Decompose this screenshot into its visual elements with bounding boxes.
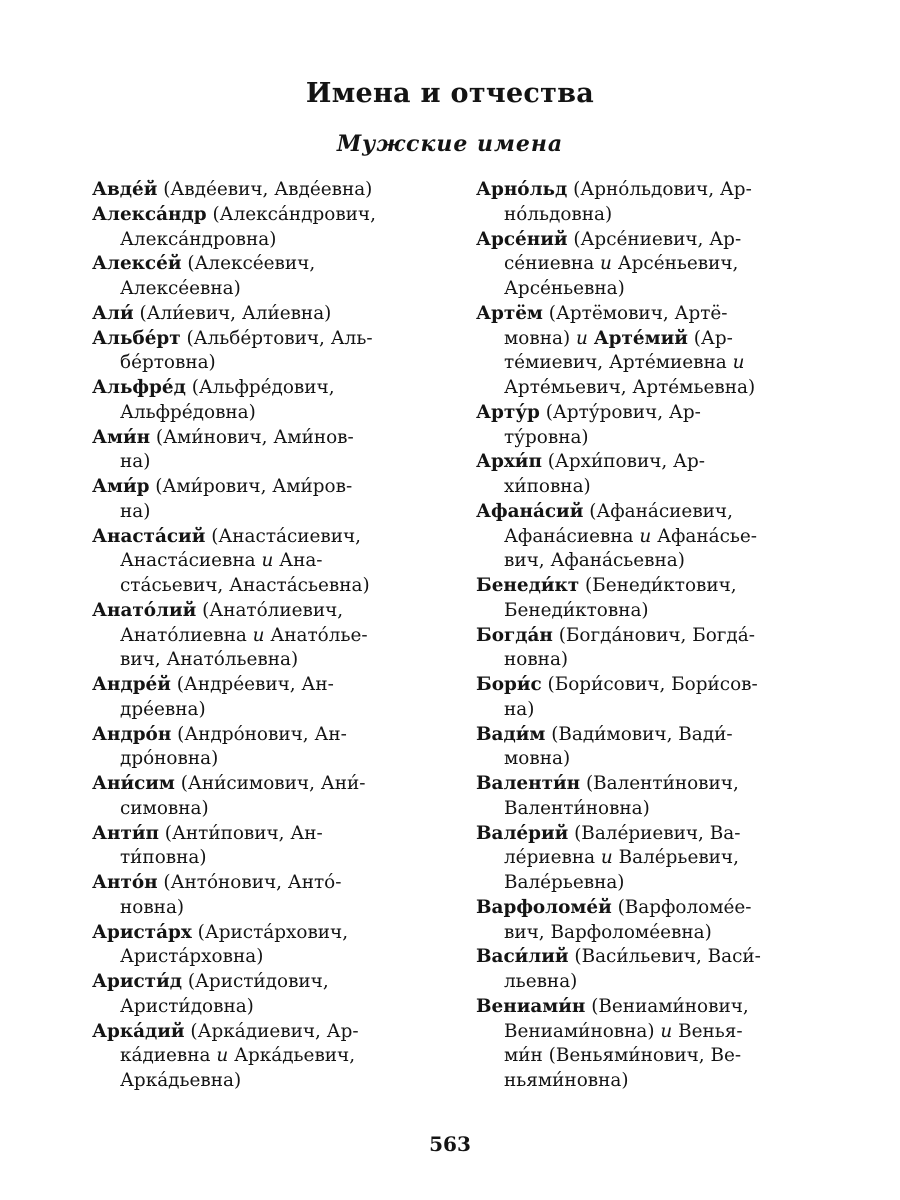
- patronymic-text: (Варфоломе́е-: [611, 896, 752, 918]
- name-headword: Арно́льд: [476, 179, 568, 200]
- patronymic-text: се́ниевна: [504, 253, 601, 275]
- name-entry-line: [92, 921, 437, 946]
- entry-continuation-line: [92, 747, 437, 772]
- patronymic-text: Альфре́довна): [120, 401, 256, 423]
- right-column: [476, 178, 821, 1094]
- entry-continuation-line: [92, 797, 437, 822]
- entry-continuation-line: [92, 574, 437, 599]
- conjunction-italic: и: [216, 1045, 229, 1067]
- name-headword: Альфре́д: [92, 377, 186, 398]
- conjunction-italic: и: [600, 847, 613, 869]
- patronymic-text: Бенеди́ктовна): [504, 599, 649, 621]
- patronymic-text: вич, Афана́сьевна): [504, 550, 685, 572]
- patronymic-text: Вале́рьевна): [504, 872, 625, 893]
- patronymic-text: Арте́мьевич, Арте́мьевна): [504, 377, 756, 398]
- name-entry-line: [92, 673, 437, 698]
- name-entry-line: [92, 327, 437, 352]
- name-headword: Афана́сий: [476, 500, 584, 522]
- entry-continuation-line: [92, 896, 437, 921]
- page-title: Имена и отчества: [305, 78, 595, 109]
- patronymic-text: (Валенти́нович,: [580, 773, 739, 794]
- entry-continuation-line: [476, 846, 821, 871]
- patronymic-text: Афана́сье-: [651, 525, 757, 547]
- entry-continuation-line: [476, 1069, 821, 1094]
- conjunction-italic: и: [639, 525, 652, 547]
- patronymic-text: Анато́лиевна: [120, 624, 253, 646]
- patronymic-text: ми́н (Веньями́нович, Ве-: [504, 1045, 742, 1067]
- name-headword: Вениами́н: [476, 995, 586, 1017]
- name-headword: Арту́р: [476, 401, 540, 423]
- patronymic-text: Алекса́ндровна): [120, 228, 277, 250]
- entry-continuation-line: [92, 648, 437, 673]
- patronymic-text: мовна): [504, 748, 571, 770]
- name-headword: Арка́дий: [92, 1020, 185, 1042]
- entry-continuation-line: [476, 698, 821, 723]
- patronymic-text: (Бенеди́ктович,: [579, 575, 737, 596]
- name-entry-line: [92, 599, 437, 624]
- patronymic-text: (Али́евич, Али́евна): [133, 302, 332, 324]
- patronymic-text: бе́ртовна): [120, 352, 216, 374]
- patronymic-text: Вале́рьевич,: [612, 847, 739, 869]
- entry-continuation-line: [92, 846, 437, 871]
- patronymic-text: (Васи́льевич, Васи́-: [568, 946, 761, 968]
- name-headword: Анато́лий: [92, 599, 197, 621]
- patronymic-text: Венья-: [672, 1020, 743, 1042]
- patronymic-text: (Афана́сиевич,: [583, 500, 733, 522]
- entry-continuation-line: [92, 228, 437, 253]
- patronymic-text: ти́повна): [120, 847, 207, 869]
- patronymic-text: (Андро́нович, Ан-: [171, 723, 347, 745]
- name-entry-line: [92, 1020, 437, 1045]
- patronymic-text: (Вале́риевич, Ва-: [568, 822, 741, 844]
- patronymic-text: (Анато́лиевич,: [196, 599, 344, 621]
- name-headword: Вале́рий: [476, 822, 569, 844]
- name-entry-line: [476, 574, 821, 599]
- name-entry-line: [92, 376, 437, 401]
- patronymic-text: вич, Анато́льевна): [120, 649, 299, 671]
- name-headword: Анто́н: [92, 872, 158, 893]
- name-headword: Богда́н: [476, 624, 553, 646]
- name-headword: Валенти́н: [476, 773, 581, 794]
- entry-continuation-line: [476, 797, 821, 822]
- patronymic-text: ту́ровна): [504, 426, 589, 448]
- patronymic-text: (Ами́рович, Ами́ров-: [149, 476, 353, 497]
- entry-continuation-line: [476, 1044, 821, 1069]
- patronymic-text: Арсе́ньевна): [504, 278, 625, 299]
- name-headword: Вади́м: [476, 723, 546, 745]
- patronymic-text: ле́риевна: [504, 847, 601, 869]
- name-entry-line: [92, 475, 437, 500]
- entry-continuation-line: [92, 1044, 437, 1069]
- patronymic-text: (Бори́сович, Бори́сов-: [541, 674, 758, 695]
- patronymic-text: (Ани́симович, Ани́-: [174, 773, 366, 794]
- patronymic-text: Ана-: [273, 550, 323, 572]
- patronymic-text: вич, Варфоломе́евна): [504, 921, 712, 943]
- section-title: Мужские имена: [336, 131, 564, 157]
- patronymic-text: новна): [504, 649, 569, 671]
- name-headword: Андре́й: [92, 674, 171, 695]
- name-headword: Ариста́рх: [92, 921, 192, 943]
- entry-continuation-line: [476, 525, 821, 550]
- name-entry-line: [92, 970, 437, 995]
- patronymic-text: (Ами́нович, Ами́нов-: [150, 426, 354, 448]
- patronymic-text: Анато́лье-: [264, 624, 368, 646]
- patronymic-text: те́миевич, Арте́миевна: [504, 352, 733, 374]
- patronymic-text: (Арту́рович, Ар-: [539, 401, 701, 423]
- entry-continuation-line: [476, 376, 821, 401]
- entry-continuation-line: [476, 921, 821, 946]
- entry-continuation-line: [476, 475, 821, 500]
- patronymic-text: Арка́дьевна): [120, 1070, 242, 1091]
- patronymic-text: Анаста́сиевна: [120, 550, 262, 572]
- patronymic-text: ста́сьевич, Анаста́сьевна): [120, 575, 370, 596]
- patronymic-text: (Богда́нович, Богда́-: [552, 624, 755, 646]
- conjunction-italic: и: [575, 327, 588, 349]
- name-entry-line: [476, 945, 821, 970]
- patronymic-text: льевна): [504, 971, 578, 992]
- name-entry-line: [92, 426, 437, 451]
- name-headword: Анти́п: [92, 822, 159, 844]
- entry-continuation-line: [476, 970, 821, 995]
- patronymic-text: (Анти́пович, Ан-: [158, 822, 323, 844]
- entry-continuation-line: [92, 624, 437, 649]
- name-entry-line: [476, 995, 821, 1020]
- name-headword: Андро́н: [92, 723, 172, 745]
- name-entry-line: [476, 450, 821, 475]
- entry-continuation-line: [476, 747, 821, 772]
- patronymic-text: Ариста́рховна): [120, 946, 264, 968]
- name-headword: Ани́сим: [92, 773, 175, 794]
- entry-continuation-line: [476, 549, 821, 574]
- patronymic-text: на): [120, 451, 151, 473]
- entry-continuation-line: [476, 252, 821, 277]
- patronymic-text: (Альфре́дович,: [185, 377, 335, 398]
- name-headword: Васи́лий: [476, 946, 569, 968]
- conjunction-italic: и: [252, 624, 265, 646]
- name-headword: Алекса́ндр: [92, 203, 207, 225]
- name-headword: Арте́мий: [593, 327, 688, 349]
- entry-continuation-line: [476, 203, 821, 228]
- name-entry-line: [476, 673, 821, 698]
- patronymic-text: Афана́сиевна: [504, 525, 640, 547]
- name-headword: Варфоломе́й: [476, 896, 612, 918]
- patronymic-text: (Альбе́ртович, Аль-: [180, 327, 373, 349]
- patronymic-text: Арка́дьевич,: [228, 1045, 356, 1067]
- entry-continuation-line: [92, 945, 437, 970]
- patronymic-text: (Анаста́сиевич,: [205, 525, 362, 547]
- entry-continuation-line: [476, 1020, 821, 1045]
- name-headword: Ами́р: [92, 476, 150, 497]
- name-headword: Ами́н: [92, 426, 151, 448]
- patronymic-text: Аристи́довна): [120, 995, 254, 1017]
- patronymic-text: хи́повна): [504, 476, 591, 497]
- left-column: [92, 178, 437, 1094]
- name-entry-line: [92, 178, 437, 203]
- patronymic-text: дре́евна): [120, 698, 206, 720]
- entry-continuation-line: [92, 500, 437, 525]
- name-entry-line: [476, 624, 821, 649]
- patronymic-text: (Вениами́нович,: [585, 995, 749, 1017]
- entry-continuation-line: [476, 648, 821, 673]
- name-headword: Алексе́й: [92, 253, 182, 275]
- patronymic-text: (Арно́льдович, Ар-: [567, 179, 752, 200]
- name-entry-line: [92, 525, 437, 550]
- patronymic-text: (Алекса́ндрович,: [206, 203, 376, 225]
- name-headword: Анаста́сий: [92, 525, 206, 547]
- name-entry-line: [92, 871, 437, 896]
- name-headword: Архи́п: [476, 451, 542, 473]
- patronymic-text: Алексе́евна): [120, 278, 241, 299]
- name-entry-line: [476, 723, 821, 748]
- name-entry-line: [476, 178, 821, 203]
- name-headword: Арсе́ний: [476, 228, 568, 250]
- entry-continuation-line: [92, 698, 437, 723]
- patronymic-text: (Анто́нович, Анто́-: [157, 872, 342, 893]
- patronymic-text: Арсе́ньевич,: [611, 253, 739, 275]
- patronymic-text: на): [120, 500, 151, 522]
- patronymic-text: (Алексе́евич,: [181, 253, 316, 275]
- conjunction-italic: и: [660, 1020, 673, 1042]
- entry-continuation-line: [92, 1069, 437, 1094]
- entry-continuation-line: [92, 450, 437, 475]
- name-entry-line: [92, 252, 437, 277]
- patronymic-text: (Ариста́рхович,: [191, 921, 349, 943]
- patronymic-text: симовна): [120, 797, 209, 819]
- entry-continuation-line: [476, 871, 821, 896]
- name-entry-line: [476, 500, 821, 525]
- entry-continuation-line: [92, 995, 437, 1020]
- patronymic-text: (Арка́диевич, Ар-: [184, 1020, 359, 1042]
- name-headword: Альбе́рт: [92, 327, 181, 349]
- entry-continuation-line: [476, 599, 821, 624]
- patronymic-text: (Авде́евич, Авде́евна): [157, 179, 373, 200]
- conjunction-italic: и: [732, 352, 745, 374]
- conjunction-italic: и: [600, 253, 612, 275]
- entry-continuation-line: [476, 426, 821, 451]
- name-headword: Аристи́д: [92, 971, 182, 992]
- name-entry-line: [476, 772, 821, 797]
- name-entry-line: [92, 822, 437, 847]
- patronymic-text: (Архи́пович, Ар-: [541, 451, 705, 473]
- entry-continuation-line: [92, 351, 437, 376]
- name-entry-line: [476, 302, 821, 327]
- patronymic-text: на): [504, 698, 535, 720]
- entry-continuation-line: [476, 327, 821, 352]
- conjunction-italic: и: [261, 550, 274, 572]
- name-headword: Али́: [92, 302, 134, 324]
- name-headword: Артём: [476, 302, 543, 324]
- patronymic-text: (Аристи́дович,: [181, 971, 329, 992]
- patronymic-text: мовна): [504, 327, 576, 349]
- entry-continuation-line: [92, 549, 437, 574]
- entry-continuation-line: [92, 277, 437, 302]
- patronymic-text: (Вади́мович, Вади́-: [545, 723, 733, 745]
- name-entry-line: [476, 401, 821, 426]
- name-entry-line: [92, 723, 437, 748]
- patronymic-text: дро́новна): [120, 748, 219, 770]
- name-entry-line: [92, 302, 437, 327]
- patronymic-text: ньями́новна): [504, 1070, 629, 1091]
- name-entry-line: [92, 203, 437, 228]
- patronymic-text: (Андре́евич, Ан-: [170, 674, 334, 695]
- patronymic-text: ка́диевна: [120, 1045, 217, 1067]
- name-entry-line: [476, 896, 821, 921]
- name-entry-line: [476, 228, 821, 253]
- name-headword: Бенеди́кт: [476, 575, 580, 596]
- name-entry-line: [92, 772, 437, 797]
- entry-continuation-line: [476, 351, 821, 376]
- patronymic-text: новна): [120, 896, 185, 918]
- patronymic-text: (Арсе́ниевич, Ар-: [567, 228, 742, 250]
- entry-continuation-line: [92, 401, 437, 426]
- patronymic-text: Вениами́новна): [504, 1020, 661, 1042]
- name-headword: Авде́й: [92, 179, 158, 200]
- patronymic-text: Валенти́новна): [504, 797, 650, 819]
- patronymic-text: (Артёмович, Артё-: [542, 302, 728, 324]
- patronymic-text: (Ар-: [687, 327, 733, 349]
- patronymic-text: но́льдовна): [504, 203, 613, 225]
- name-headword: Бори́с: [476, 674, 542, 695]
- entry-continuation-line: [476, 277, 821, 302]
- name-entry-line: [476, 822, 821, 847]
- page-number: 563: [429, 1132, 471, 1156]
